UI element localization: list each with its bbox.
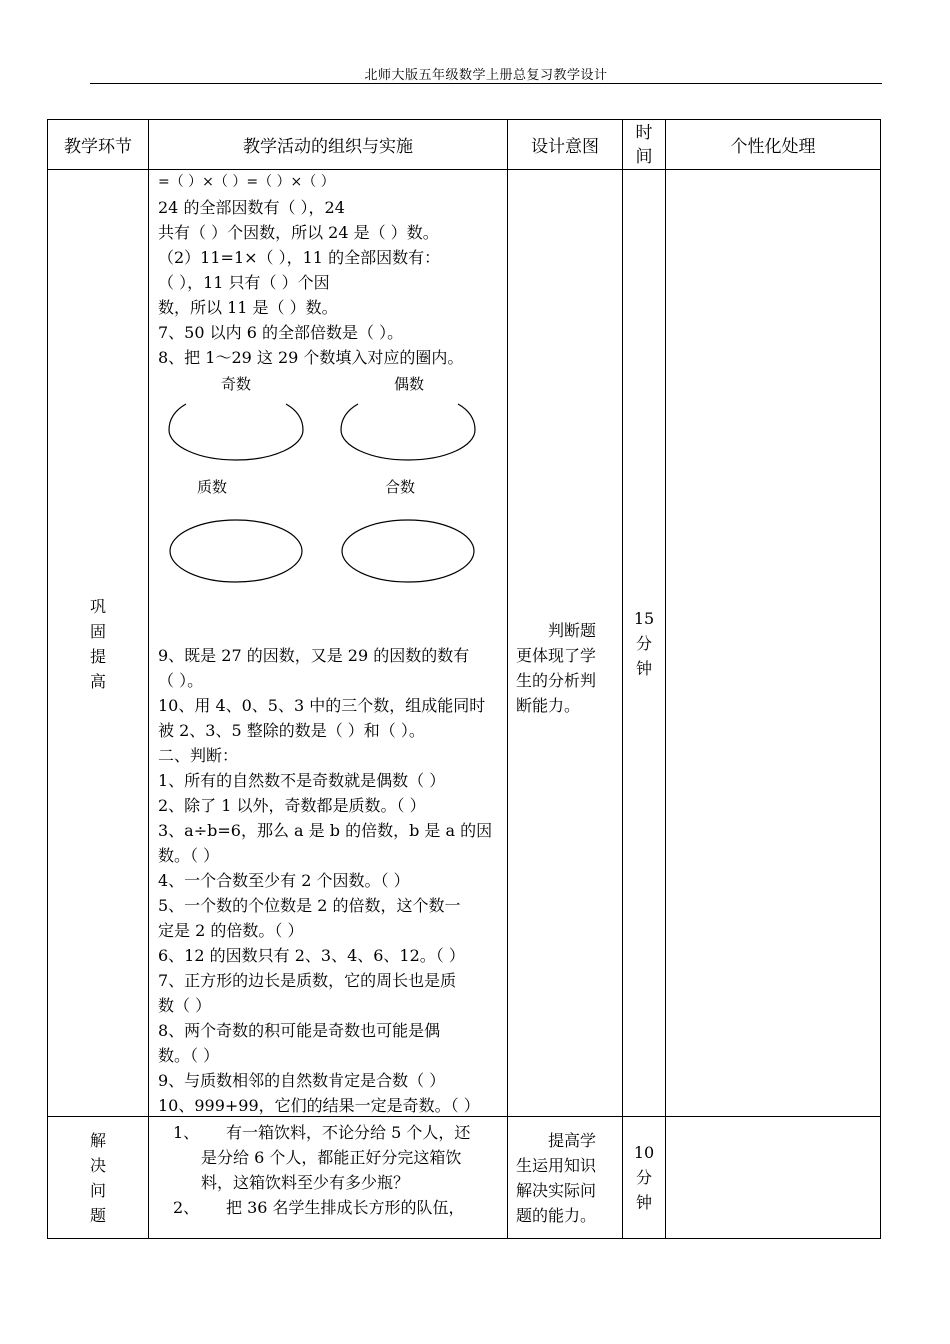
composite-number-oval (340, 518, 476, 584)
table-col-divider-4 (665, 119, 666, 1239)
row1-activity-top (158, 170, 502, 370)
table-border-right (880, 119, 881, 1239)
header-personal: 个性化处理 (730, 137, 816, 157)
intent-line: 更体现了学 (516, 646, 597, 665)
time-minutes: 10 (633, 1143, 655, 1162)
row2-intent (516, 1128, 620, 1228)
activity-line: 9、既是 27 的因数，又是 29 的因数的数有 (158, 646, 470, 665)
table-border-bottom (47, 1238, 881, 1239)
activity-line: 被 2、3、5 整除的数是（ ）和（ ）。 (158, 721, 425, 740)
header-time-char-2: 间 (635, 146, 653, 167)
activity-line: 6、12 的因数只有 2、3、4、6、12。（ ） (158, 946, 465, 965)
row1-stage-char: 固 (89, 622, 106, 641)
table-col-divider-2 (507, 119, 508, 1239)
activity-line: 二、判断： (158, 746, 239, 765)
activity-line: 数（ ） (158, 996, 212, 1015)
time-unit-char: 钟 (635, 659, 652, 678)
activity-line: 24 的全部因数有（ ），24 (158, 198, 345, 217)
row2-stage-char: 决 (89, 1156, 106, 1175)
table-col-divider-3 (622, 119, 623, 1239)
time-unit-char: 分 (635, 634, 652, 653)
activity-line: 共有（ ）个因数，所以 24 是（ ）数。 (158, 223, 439, 242)
time-unit-char: 钟 (635, 1193, 652, 1212)
header-stage: 教学环节 (64, 137, 132, 157)
problem-1-line: 有一箱饮料，不论分给 5 个人，还 (226, 1123, 471, 1142)
header-activity: 教学活动的组织与实施 (243, 137, 413, 157)
activity-line: （ ），11 只有（ ）个因 (158, 273, 330, 292)
row2-stage-char: 问 (89, 1181, 106, 1200)
prime-number-oval (168, 518, 304, 584)
activity-line: 9、与质数相邻的自然数肯定是合数（ ） (158, 1071, 446, 1090)
circle-label-prime: 质数 (197, 478, 228, 496)
intent-line: 提高学 (548, 1131, 597, 1150)
intent-line: 生的分析判 (516, 671, 597, 690)
activity-line: 1、所有的自然数不是奇数就是偶数（ ） (158, 771, 446, 790)
activity-line: 5、一个数的个位数是 2 的倍数，这个数一 (158, 896, 461, 915)
activity-line: 8、把 1～29 这 29 个数填入对应的圈内。 (158, 348, 464, 367)
row1-intent (516, 618, 620, 718)
header-time (623, 120, 665, 169)
header-time-char-1: 时 (635, 122, 653, 143)
activity-line: 4、一个合数至少有 2 个因数。（ ） (158, 871, 410, 890)
intent-line: 断能力。 (516, 696, 581, 715)
problem-2-line: 把 36 名学生排成长方形的队伍， (226, 1198, 465, 1217)
row2-time (624, 1140, 664, 1215)
activity-line: 数。（ ） (158, 846, 220, 865)
activity-line: （2）11=1×（ ），11 的全部因数有： (158, 248, 441, 267)
activity-line: 3、a÷b=6，那么 a 是 b 的倍数，b 是 a 的因 (158, 821, 493, 840)
time-minutes: 15 (633, 609, 655, 628)
intent-line: 解决实际问 (516, 1181, 597, 1200)
header-intent: 设计意图 (531, 137, 599, 157)
activity-line: 定是 2 的倍数。（ ） (158, 921, 304, 940)
activity-line: 数，所以 11 是（ ）数。 (158, 298, 338, 317)
activity-line: 数。（ ） (158, 1046, 220, 1065)
row2-stage-char: 解 (89, 1131, 106, 1150)
problem-1-line: 是分给 6 个人，都能正好分完这箱饮 (201, 1148, 462, 1167)
row1-stage-char: 高 (89, 672, 106, 691)
row2-stage (48, 1128, 148, 1228)
problem-1-number: 1、 (173, 1123, 200, 1142)
activity-line: 8、两个奇数的积可能是奇数也可能是偶 (158, 1021, 441, 1040)
row1-stage-char: 巩 (89, 597, 106, 616)
row2-stage-char: 题 (89, 1206, 106, 1225)
page-header-title: 北师大版五年级数学上册总复习教学设计 (364, 68, 608, 83)
even-number-oval (340, 398, 476, 462)
row1-time (624, 606, 664, 681)
activity-line: 10、用 4、0、5、3 中的三个数，组成能同时 (158, 696, 486, 715)
odd-number-oval (168, 398, 304, 462)
activity-line: 7、正方形的边长是质数，它的周长也是质 (158, 971, 457, 990)
activity-line: 10、999+99，它们的结果一定是奇数。（ ） (158, 1096, 480, 1115)
table-col-divider-1 (148, 119, 149, 1239)
circle-label-even: 偶数 (394, 375, 425, 393)
activity-line: 7、50 以内 6 的全部倍数是（ ）。 (158, 323, 404, 342)
intent-line: 判断题 (548, 621, 597, 640)
activity-line: 2、除了 1 以外，奇数都是质数。（ ） (158, 796, 426, 815)
problem-1-line: 料，这箱饮料至少有多少瓶？ (201, 1173, 410, 1192)
problem-2-number: 2、 (173, 1198, 200, 1217)
intent-line: 生运用知识 (516, 1156, 597, 1175)
time-unit-char: 分 (635, 1168, 652, 1187)
row1-stage-char: 提 (89, 647, 106, 666)
activity-line: =（ ）×（ ）=（ ）×（ ） (158, 174, 335, 190)
header-rule (90, 83, 882, 84)
activity-line: （ ）。 (158, 671, 204, 690)
row1-activity-bottom (158, 643, 502, 1118)
row1-stage (48, 594, 148, 694)
circle-label-odd: 奇数 (221, 375, 252, 393)
intent-line: 题的能力。 (516, 1206, 597, 1225)
circle-label-composite: 合数 (385, 478, 416, 496)
